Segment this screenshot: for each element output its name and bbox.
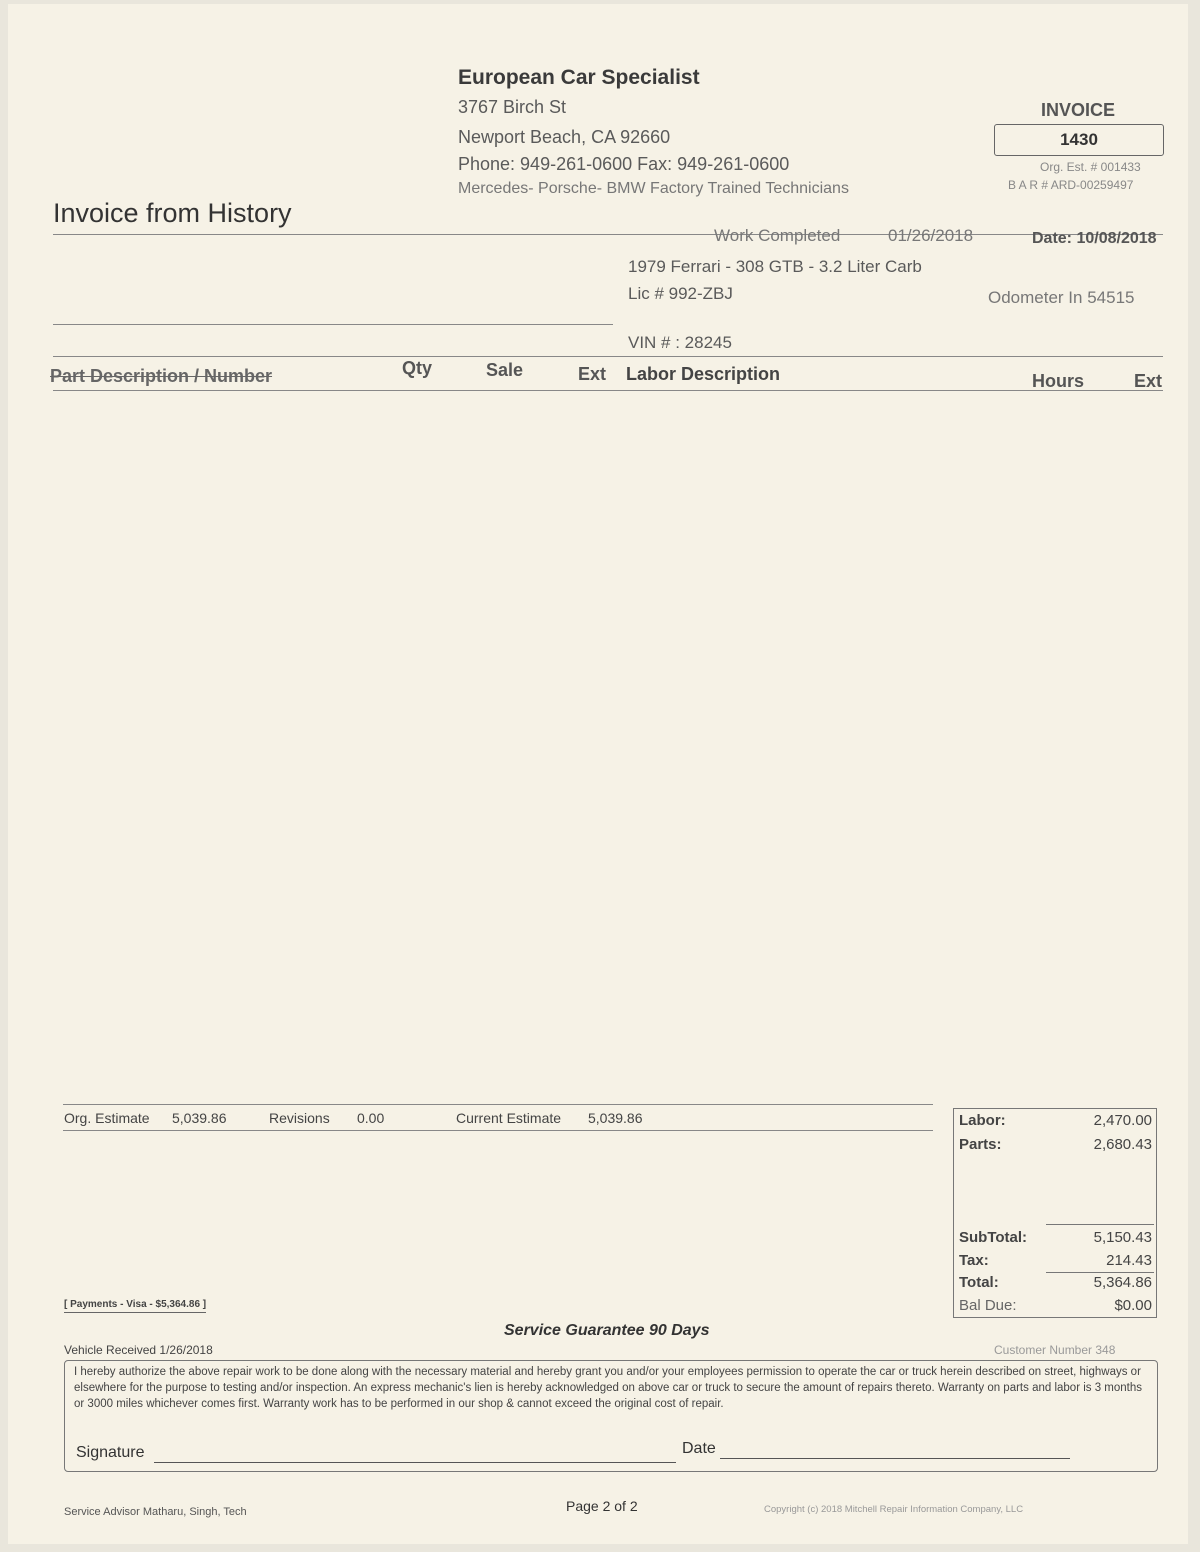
estimate-bottom-rule [63,1130,933,1131]
labor-total-label: Labor: [959,1112,1006,1129]
title-rule [53,234,1163,235]
org-estimate-label: Org. Estimate [64,1110,150,1126]
header-rule [53,390,1163,391]
total-value: 5,364.86 [1093,1274,1152,1291]
vin-number: VIN # : 28245 [628,333,732,352]
invoice-page [8,4,1188,1544]
parts-total-value: 2,680.43 [1093,1136,1152,1153]
customer-number: Customer Number 348 [994,1343,1116,1357]
col-sale: Sale [486,360,524,380]
revisions-value: 0.00 [357,1110,385,1126]
current-estimate-label: Current Estimate [456,1110,562,1126]
shop-phone: Phone: 949-261-0600 Fax: 949-261-0600 [458,154,790,174]
revisions-label: Revisions [269,1110,330,1126]
left-rule [53,324,613,325]
shop-tagline: Mercedes- Porsche- BMW Factory Trained Technicians [458,180,849,197]
current-estimate-value: 5,039.86 [588,1110,643,1126]
copyright: Copyright (c) 2018 Mitchell Repair Information Company, LLC [764,1504,1024,1515]
odometer-in: Odometer In 54515 [988,288,1135,307]
payments-summary: [ Payments - Visa - $5,364.86 ] [64,1299,206,1313]
bar-number: B A R # ARD-00259497 [1008,178,1134,192]
col-qty: Qty [402,358,433,378]
col-part-description: Part Description / Number [50,366,273,386]
tax-label: Tax: [959,1252,989,1269]
work-completed-label: Work Completed [714,226,841,245]
col-labor-description: Labor Description [626,364,781,384]
signature-label: Signature [76,1444,145,1461]
vin-rule [53,356,1163,357]
page-number: Page 2 of 2 [566,1498,638,1514]
bal-due-value: $0.00 [1114,1297,1152,1314]
service-guarantee: Service Guarantee 90 Days [504,1322,710,1339]
parts-total-label: Parts: [959,1136,1002,1153]
col-ext-labor: Ext [1134,371,1163,391]
total-rule [1046,1272,1154,1273]
shop-name: European Car Specialist [458,66,700,89]
date-line [720,1458,1070,1459]
vehicle-received: Vehicle Received 1/26/2018 [64,1343,213,1357]
shop-street: 3767 Birch St [458,97,567,117]
shop-city: Newport Beach, CA 92660 [458,127,671,147]
total-label: Total: [959,1274,999,1291]
invoice-date: Date: 10/08/2018 [1032,230,1157,247]
invoice-number: 1430 [1060,130,1098,149]
page-title: Invoice from History [53,198,292,228]
col-hours: Hours [1032,371,1085,391]
service-advisor: Service Advisor Matharu, Singh, Tech [64,1506,247,1518]
col-ext: Ext [578,364,607,384]
license-number: Lic # 992-ZBJ [628,284,733,303]
org-est-number: Org. Est. # 001433 [1040,160,1141,174]
subtotal-label: SubTotal: [959,1229,1028,1246]
work-completed-date: 01/26/2018 [888,226,974,245]
subtotal-value: 5,150.43 [1093,1229,1152,1246]
subtotal-rule [1046,1224,1154,1225]
estimate-top-rule [63,1104,933,1105]
invoice-label: INVOICE [1041,100,1116,120]
authorization-text: I hereby authorize the above repair work to be done along with the necessary material and hereby grant you and/or your employees permission to operate the car or truck herein described on street, highways or elsewhere for the purpose to testing and/or inspection. An express mechanic's lien is hereby acknowledged on above car or truck to secure the amount of repairs thereto. Warranty on parts and labor is 3 months or 3000 miles whichever comes first. Warranty work has to be performed in our shop & cannot exceed the original cost of repair. [74,1366,1143,1410]
tax-value: 214.43 [1106,1252,1152,1269]
signature-line [154,1462,676,1463]
labor-total-value: 2,470.00 [1093,1112,1152,1129]
org-estimate-value: 5,039.86 [172,1110,227,1126]
bal-due-label: Bal Due: [959,1297,1017,1314]
vehicle-description: 1979 Ferrari - 308 GTB - 3.2 Liter Carb [628,257,922,276]
date-label: Date [682,1440,716,1457]
